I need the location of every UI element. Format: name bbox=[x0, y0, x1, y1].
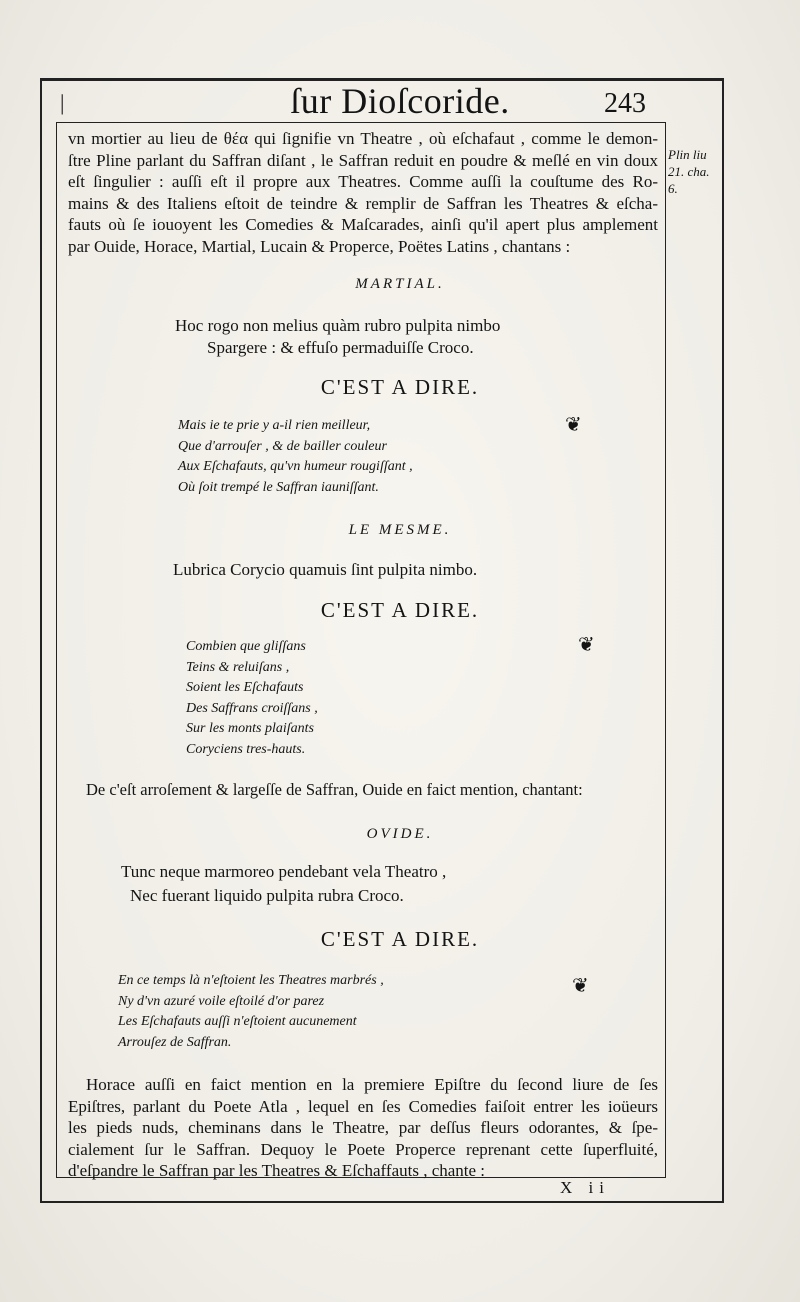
verse-line: Des Saffrans croiſſans , bbox=[186, 700, 318, 716]
verse-line: Soient les Eſchafauts bbox=[186, 680, 304, 695]
text-line: mains & des Italiens eſtoit de teindre & remplir de Saffran les Theatres & eſcha- bbox=[68, 193, 658, 213]
verse-line: Teins & reluiſans , bbox=[186, 659, 290, 675]
closing-paragraph bbox=[68, 1074, 658, 1182]
translation-heading: C'EST A DIRE. bbox=[320, 598, 480, 622]
translation-heading: C'EST A DIRE. bbox=[320, 927, 480, 951]
margin-note-line: Plin liu bbox=[668, 147, 707, 162]
ornament-icon: ❦ bbox=[565, 414, 582, 436]
bridge-sentence: De c'eſt arroſement & largeſſe de Saffran, Ouide en faict mention, chantant: bbox=[86, 780, 583, 799]
text-line: eſt ſingulier : auſſi eſt il propre aux Theatres. Comme auſſi la couſtume des Ro- bbox=[68, 172, 658, 192]
verse-line: Arrouſez de Saffran. bbox=[118, 1034, 232, 1050]
text-line: Horace auſſi en faict mention en la premiere Epiſtre du ſecond liure de ſes bbox=[86, 1075, 658, 1094]
margin-note-line: 21. cha. bbox=[668, 164, 710, 179]
latin-line: Nec fuerant liquido pulpita rubra Croco. bbox=[130, 886, 404, 905]
verse-block bbox=[186, 637, 318, 760]
verse-line: Sur les monts plaiſants bbox=[186, 721, 314, 736]
latin-line: Tunc neque marmoreo pendebant vela Theatro , bbox=[121, 862, 447, 881]
text-line: par Ouide, Horace, Martial, Lucain & Properce, Poëtes Latins , chantans : bbox=[68, 236, 571, 256]
text-line: Epiſtres, parlant du Poete Atla , lequel en ſes Comedies faiſoit entrer les ioüeurs bbox=[68, 1096, 658, 1116]
text-line: d'eſpandre le Saffran par les Theatres & Eſchaffauts , chante : bbox=[68, 1161, 486, 1181]
page-number: 243 bbox=[604, 88, 646, 119]
author-heading: LE MESME. bbox=[348, 522, 452, 538]
verse-line: Ny d'vn azuré voile eſtoilé d'or parez bbox=[118, 993, 325, 1009]
intro-paragraph bbox=[68, 128, 658, 258]
margin-note bbox=[668, 146, 728, 197]
latin-line: Lubrica Corycio quamuis ſint pulpita nimbo. bbox=[173, 560, 478, 579]
verse-line: Combien que gliſſans bbox=[186, 639, 306, 654]
verse-line: Les Eſchafauts auſſi n'eſtoient aucunement bbox=[118, 1014, 357, 1029]
verse-line: Que d'arrouſer , & de bailler couleur bbox=[178, 438, 387, 454]
verse-line: Mais ie te prie y a-il rien meilleur, bbox=[178, 418, 371, 433]
latin-line: Spargere : & effuſo permaduiſſe Croco. bbox=[207, 338, 474, 357]
running-title: ſur Dioſcoride. bbox=[290, 81, 510, 121]
verse-line: Où ſoit trempé le Saffran iauniſſant. bbox=[178, 479, 379, 495]
text-line: les pieds nuds, cheminans dans le Theatre, par deſſus fleurs odorantes, & ſpe- bbox=[68, 1118, 658, 1138]
verse-block bbox=[178, 416, 413, 498]
text-line: vn mortier au lieu de θέα qui ſignifie vn Theatre , où eſchafaut , comme le demon- bbox=[68, 129, 658, 148]
latin-line: Hoc rogo non melius quàm rubro pulpita nimbo bbox=[175, 316, 501, 335]
margin-note-line: 6. bbox=[668, 181, 678, 196]
translation-heading: C'EST A DIRE. bbox=[320, 375, 480, 399]
verse-line: Aux Eſchafauts, qu'vn humeur rougiſſant , bbox=[178, 459, 413, 474]
author-heading: OVIDE. bbox=[366, 826, 434, 842]
author-heading: MARTIAL. bbox=[355, 276, 445, 292]
signature-mark: X ii bbox=[560, 1178, 610, 1197]
text-line: ſtre Pline parlant du Saffran diſant , le Saffran reduit en poudre & meſlé en vin doux bbox=[68, 150, 658, 170]
verse-line: Coryciens tres-hauts. bbox=[186, 741, 306, 757]
verse-block bbox=[118, 971, 384, 1053]
text-line: cialement ſur le Saffran. Dequoy le Poete Properce reprenant cette ſuperfluité, bbox=[68, 1139, 658, 1159]
header-left-mark: | bbox=[60, 90, 65, 115]
verse-line: En ce temps là n'eſtoient les Theatres marbrés , bbox=[118, 973, 384, 988]
ornament-icon: ❦ bbox=[572, 975, 589, 997]
ornament-icon: ❦ bbox=[578, 634, 595, 656]
text-line: fauts où ſe iouoyent les Comedies & Maſcarades, ainſi qu'il apert plus amplement bbox=[68, 215, 658, 235]
